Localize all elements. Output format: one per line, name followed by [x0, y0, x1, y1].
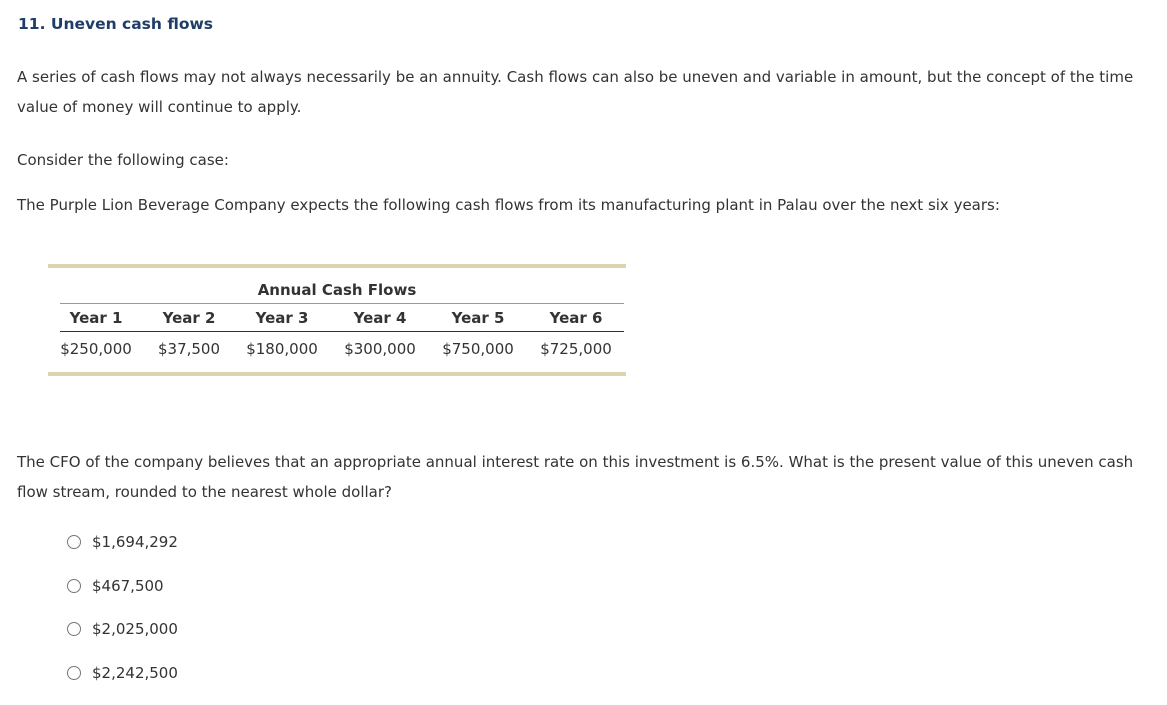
value-year-2: $37,500 — [144, 340, 234, 358]
value-year-6: $725,000 — [531, 340, 621, 358]
table-bottom-border — [48, 372, 626, 376]
table-top-border — [48, 264, 626, 268]
question-title: 11. Uneven cash flows — [18, 15, 213, 33]
answer-option-label[interactable]: $1,694,292 — [92, 531, 178, 553]
company-paragraph: The Purple Lion Beverage Company expects the following cash flows from its manufacturing plant in Palau over the next six years: — [17, 190, 1152, 220]
header-year-5: Year 5 — [433, 309, 523, 327]
radio-button[interactable] — [67, 622, 81, 636]
answer-option[interactable] — [67, 662, 178, 705]
header-year-6: Year 6 — [531, 309, 621, 327]
answer-option[interactable] — [67, 575, 178, 619]
header-year-1: Year 1 — [51, 309, 141, 327]
value-year-1: $250,000 — [51, 340, 141, 358]
value-year-4: $300,000 — [335, 340, 425, 358]
header-year-4: Year 4 — [335, 309, 425, 327]
table-caption: Annual Cash Flows — [48, 281, 626, 299]
cash-flow-table — [48, 264, 626, 376]
value-year-3: $180,000 — [237, 340, 327, 358]
answer-option-label[interactable]: $467,500 — [92, 575, 164, 597]
caption-divider — [60, 303, 624, 304]
intro-paragraph: A series of cash flows may not always necessarily be an annuity. Cash flows can also be uneven and variable in amount, but the concept of the time value of money will continue to apply. — [17, 62, 1152, 122]
answer-option[interactable] — [67, 531, 178, 575]
answer-option-label[interactable]: $2,025,000 — [92, 618, 178, 640]
question-paragraph: The CFO of the company believes that an appropriate annual interest rate on this investment is 6.5%. What is the present value of this uneven cash flow stream, rounded to the nearest whole dollar? — [17, 447, 1152, 507]
consider-paragraph: Consider the following case: — [17, 145, 1152, 175]
header-year-2: Year 2 — [144, 309, 234, 327]
radio-button[interactable] — [67, 579, 81, 593]
answer-option[interactable] — [67, 618, 178, 662]
radio-button[interactable] — [67, 666, 81, 680]
radio-button[interactable] — [67, 535, 81, 549]
header-year-3: Year 3 — [237, 309, 327, 327]
answer-option-label[interactable]: $2,242,500 — [92, 662, 178, 684]
value-year-5: $750,000 — [433, 340, 523, 358]
answer-options — [67, 531, 178, 705]
header-divider — [60, 331, 624, 332]
